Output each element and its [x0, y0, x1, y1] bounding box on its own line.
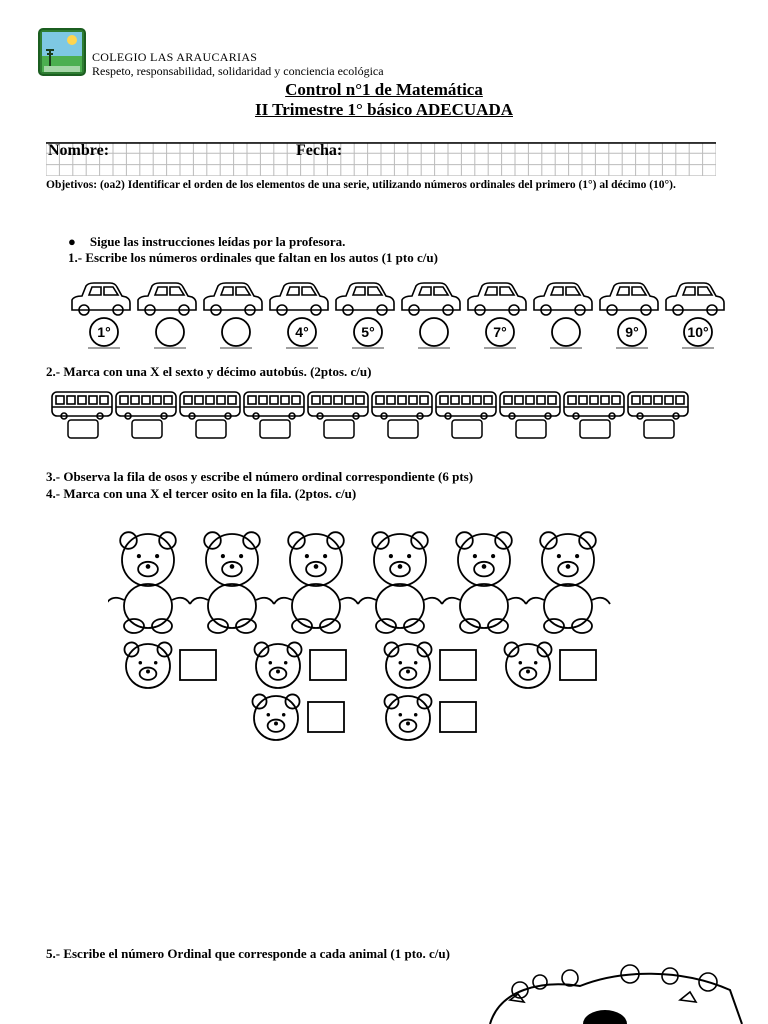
bus-icon	[436, 392, 496, 419]
bear-figure	[358, 532, 442, 633]
bear-figure	[274, 532, 358, 633]
bear-head-icon	[252, 694, 299, 740]
instruction-bullet	[68, 234, 345, 250]
bear-head-icon	[504, 642, 551, 688]
car-icon	[666, 283, 724, 315]
bear-answer-box[interactable]	[440, 702, 476, 732]
bear-answer-box[interactable]	[440, 650, 476, 680]
bus-icon	[500, 392, 560, 419]
bear-answer-box[interactable]	[308, 702, 344, 732]
bear-answer-box[interactable]	[310, 650, 346, 680]
bear-figure	[108, 532, 190, 633]
bear-head-icon	[254, 642, 301, 688]
car-icon	[204, 283, 262, 315]
animals-illustration	[480, 960, 750, 1024]
bear-figure	[442, 532, 526, 633]
car-ordinal-label: 10°	[687, 324, 709, 340]
bears-illustration	[108, 514, 613, 754]
bus-answer-box[interactable]	[452, 420, 482, 438]
bear-figure	[190, 532, 274, 633]
name-label: Nombre:	[48, 142, 110, 159]
bus-icon	[308, 392, 368, 419]
bus-answer-box[interactable]	[516, 420, 546, 438]
bear-answer-box[interactable]	[180, 650, 216, 680]
car-icon	[534, 283, 592, 315]
bullet-icon: ●	[68, 234, 76, 249]
bus-answer-box[interactable]	[324, 420, 354, 438]
bus-answer-box[interactable]	[644, 420, 674, 438]
page-subtitle: II Trimestre 1° básico ADECUADA	[254, 100, 513, 119]
bear-answer-box[interactable]	[560, 650, 596, 680]
name-date-grid[interactable]	[46, 142, 716, 176]
bear-figure	[526, 532, 610, 633]
bus-answer-box[interactable]	[132, 420, 162, 438]
cars-row	[66, 282, 736, 350]
bear-head-icon	[124, 642, 171, 688]
car-icon	[600, 283, 658, 315]
ordinal-circle[interactable]	[222, 318, 250, 346]
buses-row	[48, 390, 696, 440]
car-ordinal-label: 9°	[625, 324, 639, 340]
bullet-text: Sigue las instrucciones leídas por la profesora.	[89, 234, 346, 249]
bus-icon	[372, 392, 432, 419]
bus-icon	[564, 392, 624, 419]
bus-icon	[628, 392, 688, 419]
bear-head-icon	[384, 694, 431, 740]
school-logo	[38, 28, 86, 76]
bear-head-icon	[384, 642, 431, 688]
bus-icon	[244, 392, 304, 419]
objectives-text: Objetivos: (oa2) Identificar el orden de los elementos de una serie, utilizando números ordinales del primero (1°) al décimo (10°).	[46, 179, 676, 191]
car-ordinal-label: 4°	[295, 324, 309, 340]
bus-icon	[52, 392, 112, 419]
bus-icon	[116, 392, 176, 419]
question-3: 3.- Observa la fila de osos y escribe el número ordinal correspondiente (6 pts)	[46, 469, 474, 484]
question-4: 4.- Marca con una X el tercer osito en la fila. (2ptos. c/u)	[46, 486, 357, 501]
bus-answer-box[interactable]	[68, 420, 98, 438]
question-5: 5.- Escribe el número Ordinal que corresponde a cada animal (1 pto. c/u)	[46, 946, 450, 961]
car-icon	[72, 283, 130, 315]
bus-answer-box[interactable]	[196, 420, 226, 438]
page-title: Control n°1 de Matemática	[285, 80, 483, 99]
bus-answer-box[interactable]	[580, 420, 610, 438]
bus-answer-box[interactable]	[260, 420, 290, 438]
ordinal-circle[interactable]	[156, 318, 184, 346]
school-motto: Respeto, responsabilidad, solidaridad y conciencia ecológica	[92, 64, 384, 78]
car-ordinal-label: 5°	[361, 324, 375, 340]
bus-answer-box[interactable]	[388, 420, 418, 438]
car-icon	[468, 283, 526, 315]
car-ordinal-label: 1°	[97, 324, 111, 340]
car-icon	[402, 283, 460, 315]
question-1: 1.- Escribe los números ordinales que faltan en los autos (1 pto c/u)	[68, 250, 438, 265]
bus-icon	[180, 392, 240, 419]
car-icon	[336, 283, 394, 315]
date-label: Fecha:	[296, 142, 343, 159]
school-name: COLEGIO LAS ARAUCARIAS	[92, 50, 258, 64]
ordinal-circle[interactable]	[420, 318, 448, 346]
car-icon	[138, 283, 196, 315]
ordinal-circle[interactable]	[552, 318, 580, 346]
car-icon	[270, 283, 328, 315]
car-ordinal-label: 7°	[493, 324, 507, 340]
question-2: 2.- Marca con una X el sexto y décimo autobús. (2ptos. c/u)	[46, 364, 372, 379]
